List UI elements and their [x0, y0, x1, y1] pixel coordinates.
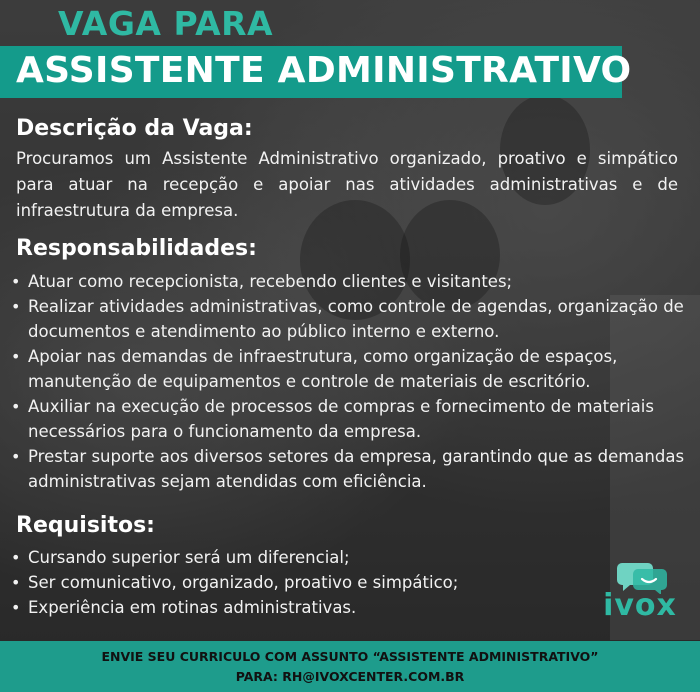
list-item [8, 570, 568, 595]
responsibilities-list [8, 269, 698, 494]
list-item [8, 344, 698, 394]
bullet-icon: • [11, 573, 21, 592]
bullet-icon: • [11, 447, 21, 466]
bullet-icon: • [11, 397, 21, 416]
description-text: Procuramos um Assistente Administrativo organizado, proativo e simpático para atuar na recepção e apoiar nas atividades administrativas e de infraestrutura da empresa. [16, 149, 678, 220]
list-item [8, 444, 698, 494]
bullet-icon: • [11, 598, 21, 617]
page-title: ASSISTENTE ADMINISTRATIVO [16, 50, 632, 91]
bullet-icon: • [11, 548, 21, 567]
footer-line-email: PARA: RH@IVOXCENTER.COM.BR [235, 669, 465, 684]
bullet-icon: • [11, 347, 21, 366]
list-item-text: Auxiliar na execução de processos de compras e fornecimento de materiais necessários para o funcionamento da empresa. [28, 397, 654, 441]
footer [0, 641, 700, 692]
list-item-text: Realizar atividades administrativas, como controle de agendas, organização de documentos e atendimento ao público interno e externo. [28, 297, 684, 341]
requirements-heading: Requisitos: [16, 513, 155, 538]
list-item-text: Apoiar nas demandas de infraestrutura, como organização de espaços, manutenção de equipamentos e controle de materiais de escritório. [28, 347, 618, 391]
list-item [8, 545, 568, 570]
bullet-icon: • [11, 272, 21, 291]
list-item-text: Cursando superior será um diferencial; [28, 548, 350, 567]
requirements-list [8, 545, 568, 620]
list-item-text: Ser comunicativo, organizado, proativo e simpático; [28, 573, 459, 592]
description-heading: Descrição da Vaga: [16, 116, 253, 141]
bullet-icon: • [11, 297, 21, 316]
title-top: VAGA PARA [58, 4, 274, 43]
list-item-text: Prestar suporte aos diversos setores da empresa, garantindo que as demandas administrativas sejam atendidas com eficiência. [28, 447, 685, 491]
list-item [8, 595, 568, 620]
list-item-text: Experiência em rotinas administrativas. [28, 598, 357, 617]
footer-line-subject: ENVIE SEU CURRICULO COM ASSUNTO “ASSISTENTE ADMINISTRATIVO” [101, 649, 599, 664]
list-item [8, 394, 698, 444]
list-item [8, 269, 698, 294]
responsibilities-heading: Responsabilidades: [16, 236, 257, 261]
logo-text: ivox [603, 588, 677, 623]
list-item-text: Atuar como recepcionista, recebendo clientes e visitantes; [28, 272, 513, 291]
ivox-logo [600, 560, 680, 630]
list-item [8, 294, 698, 344]
